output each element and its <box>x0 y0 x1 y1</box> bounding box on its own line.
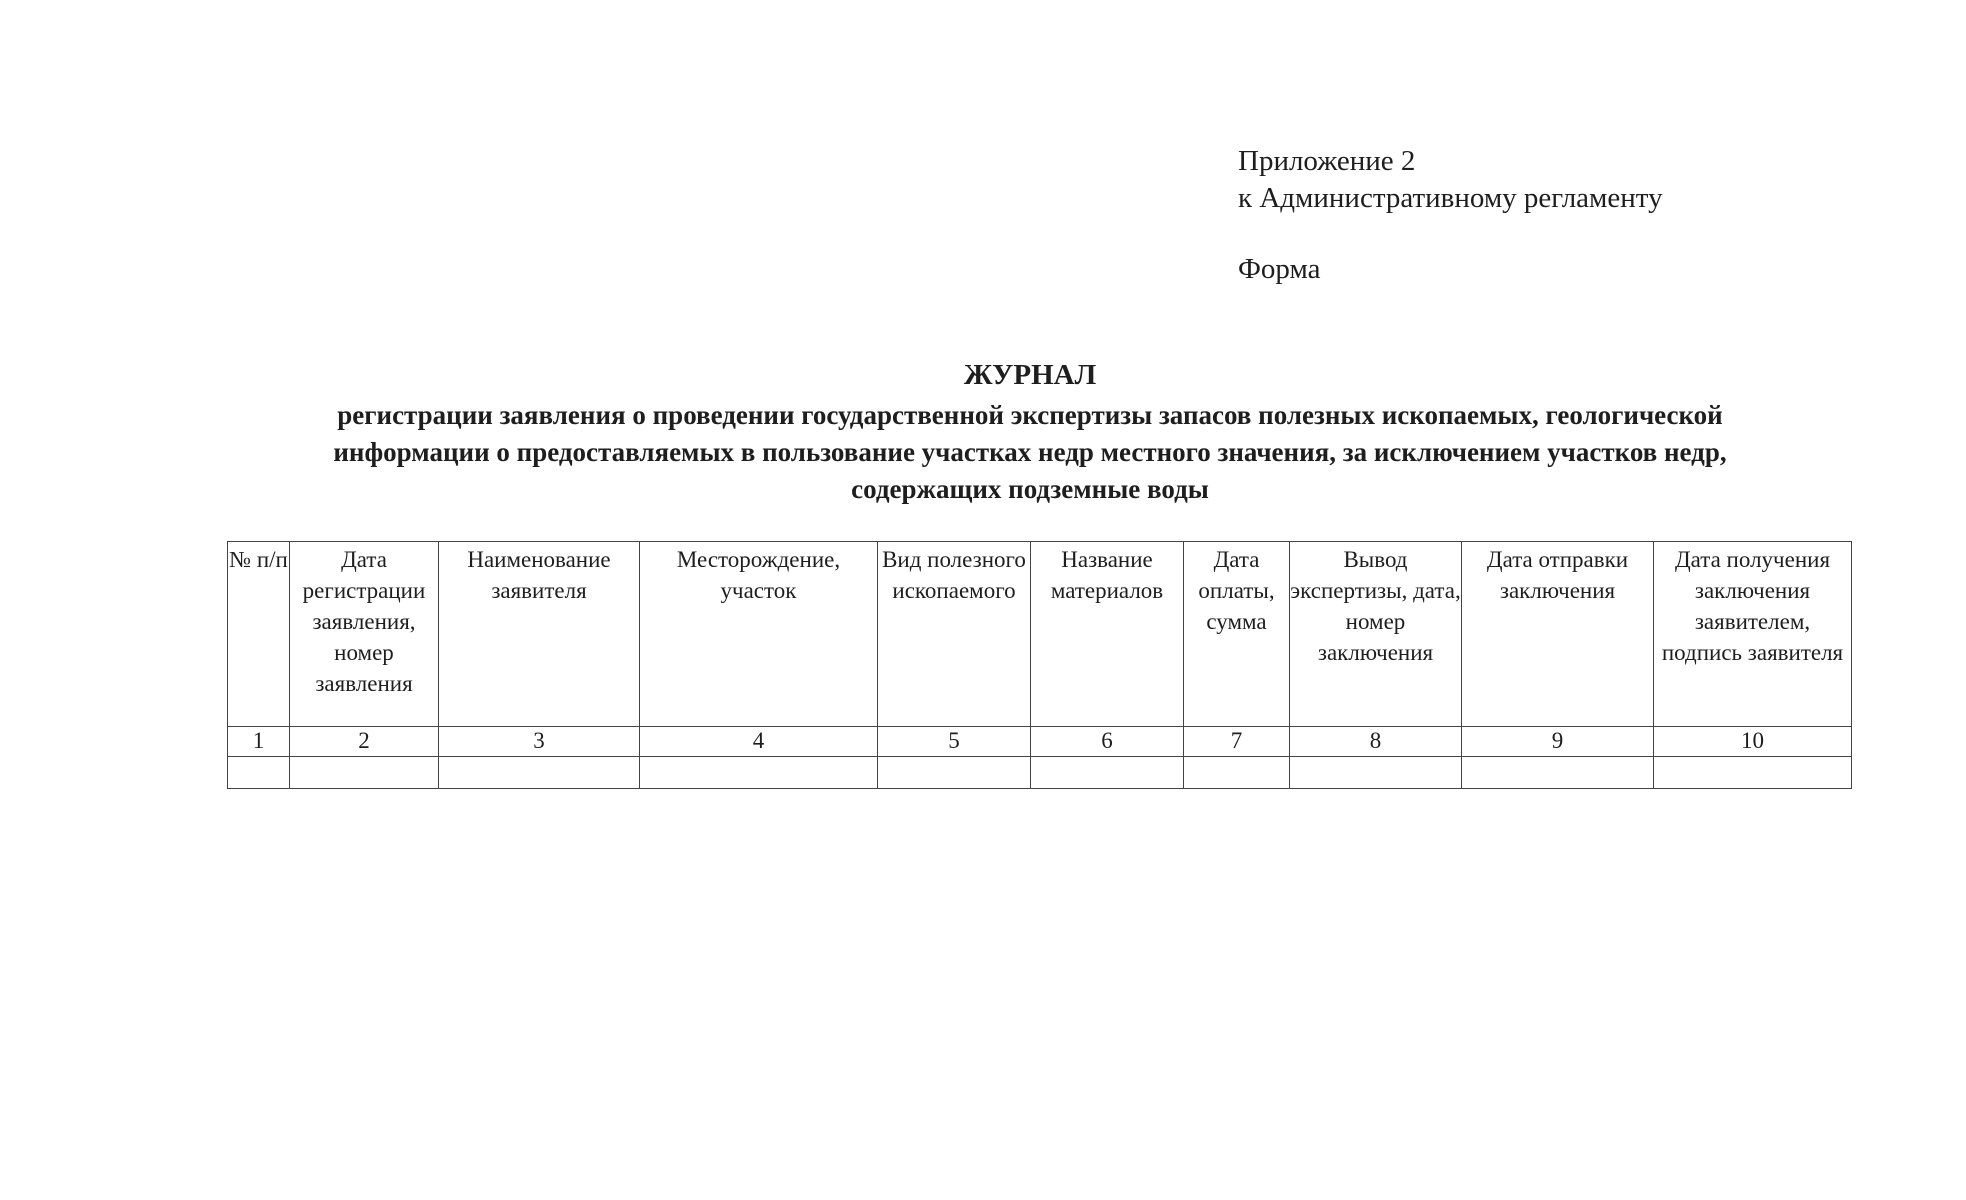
subtitle-line: регистрации заявления о проведении государственной экспертизы запасов полезных ископаемых, геологической <box>337 400 1723 430</box>
table-cell <box>228 757 290 789</box>
spacer <box>1238 217 1663 251</box>
table-cell <box>1290 757 1462 789</box>
header-cell-applicant-name: Наименование заявителя <box>439 542 640 727</box>
appendix-reference: к Административному регламенту <box>1238 182 1663 214</box>
table-cell <box>1462 757 1654 789</box>
header-cell-registration-date: Дата регистрации заявления, номер заявления <box>290 542 439 727</box>
header-row <box>228 542 1852 727</box>
document-subtitle <box>210 397 1850 508</box>
subtitle-line: информации о предоставляемых в пользование участках недр местного значения, за исключением участков недр, <box>333 437 1727 467</box>
header-cell-number: № п/п <box>228 542 290 727</box>
header-cell-deposit: Месторождение, участок <box>640 542 878 727</box>
appendix-number: Приложение 2 <box>1238 145 1416 177</box>
subtitle-line: содержащих подземные воды <box>851 474 1209 504</box>
table-cell <box>439 757 640 789</box>
column-number-cell: 6 <box>1031 727 1184 757</box>
column-number-cell: 4 <box>640 727 878 757</box>
journal-table <box>227 541 1852 789</box>
table-cell <box>1654 757 1852 789</box>
title-block <box>210 357 1850 508</box>
table-cell <box>290 757 439 789</box>
column-number-cell: 9 <box>1462 727 1654 757</box>
form-label: Форма <box>1238 253 1321 285</box>
column-number-cell: 10 <box>1654 727 1852 757</box>
column-number-cell: 7 <box>1184 727 1290 757</box>
appendix-note <box>1238 143 1663 288</box>
header-cell-materials-name: Название материалов <box>1031 542 1184 727</box>
column-number-cell: 3 <box>439 727 640 757</box>
column-number-cell: 1 <box>228 727 290 757</box>
column-number-cell: 2 <box>290 727 439 757</box>
header-cell-mineral-type: Вид полезного ископаемого <box>878 542 1031 727</box>
table-cell <box>640 757 878 789</box>
column-number-cell: 5 <box>878 727 1031 757</box>
document-title: ЖУРНАЛ <box>963 359 1097 391</box>
header-cell-receipt-date: Дата получения заключения заявителем, подпись заявителя <box>1654 542 1852 727</box>
column-number-row <box>228 727 1852 757</box>
table-cell <box>1184 757 1290 789</box>
header-cell-expertise-conclusion: Вывод экспертизы, дата, номер заключения <box>1290 542 1462 727</box>
table-cell <box>1031 757 1184 789</box>
table-cell <box>878 757 1031 789</box>
header-cell-payment: Дата оплаты, сумма <box>1184 542 1290 727</box>
header-cell-dispatch-date: Дата отправки заключения <box>1462 542 1654 727</box>
table-row <box>228 757 1852 789</box>
column-number-cell: 8 <box>1290 727 1462 757</box>
